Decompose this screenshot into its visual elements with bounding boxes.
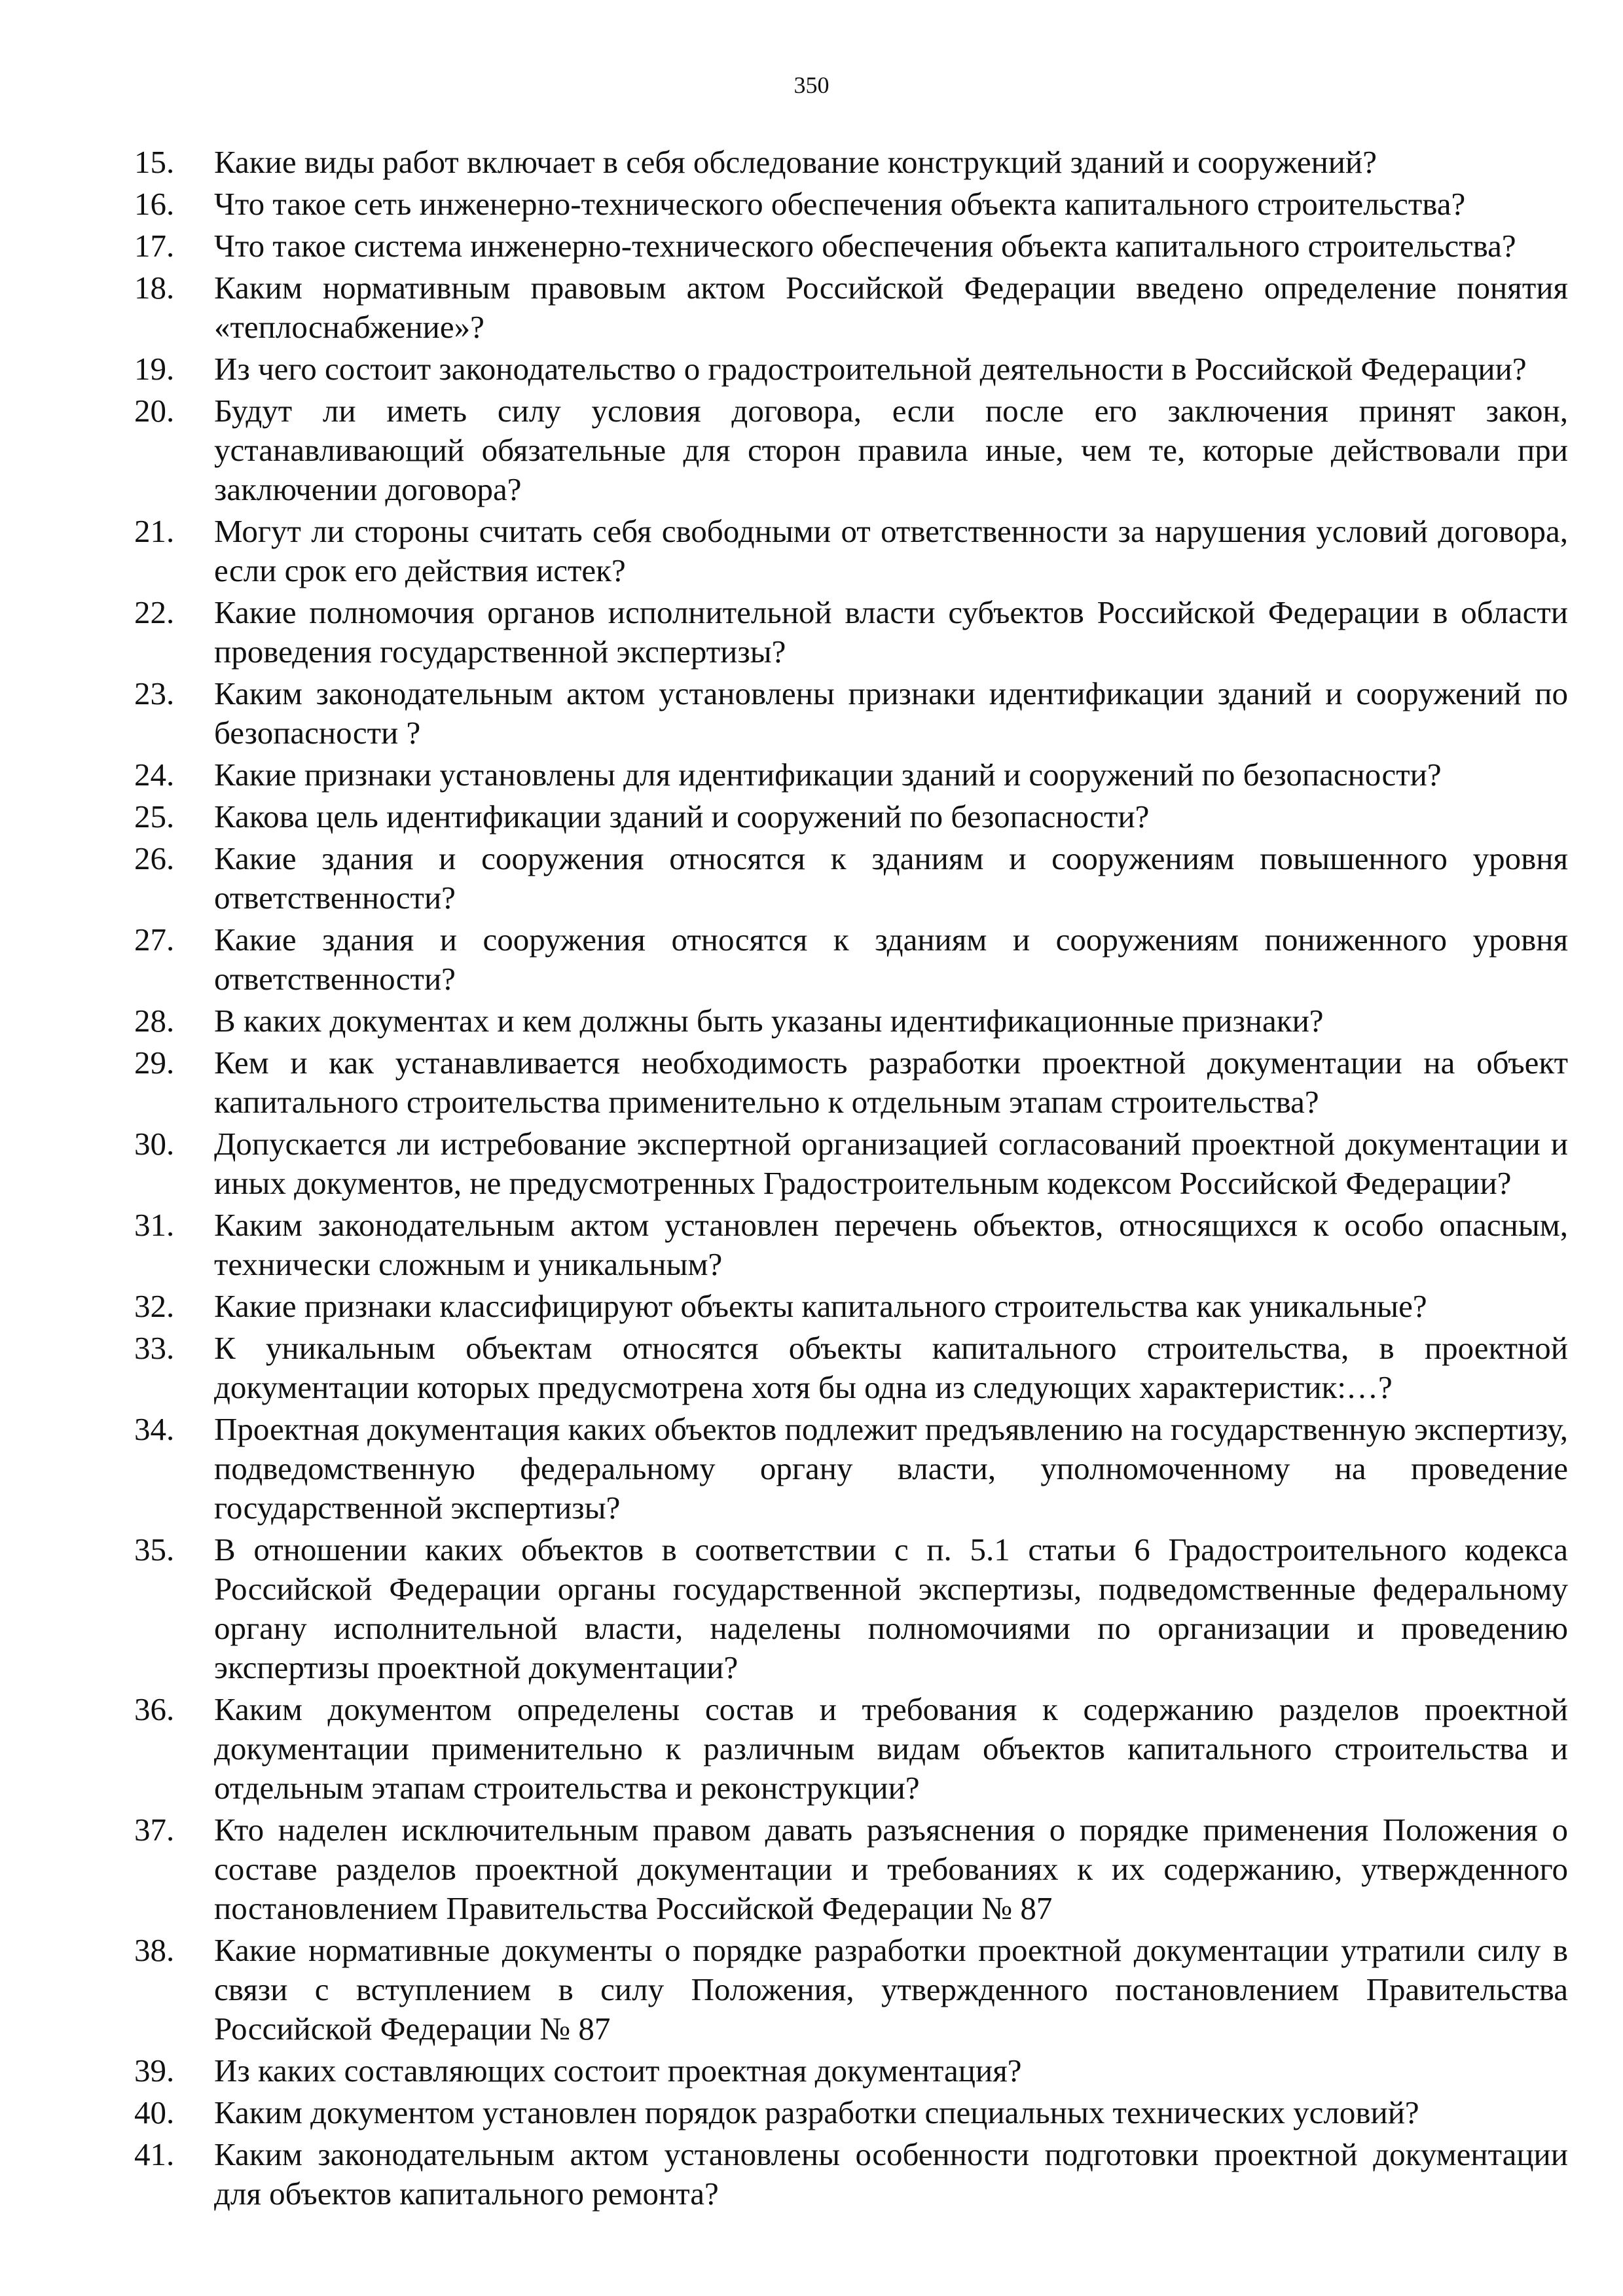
question-number: 19. [134,351,175,387]
question-item [0,1410,1568,1528]
question-text: Что такое система инженерно-технического обеспечения объекта капитального строительства? [214,228,1516,264]
question-text: Каким законодательным актом установлены признаки идентификации зданий и сооружений по безопасности ? [214,675,1568,751]
question-text: Из каких составляющих состоит проектная документация? [214,2053,1022,2089]
question-item [0,1001,1568,1041]
question-number: 41. [134,2136,175,2172]
question-item [0,797,1568,836]
question-text: Будут ли иметь силу условия договора, если после его заключения принят закон, устанавливающий обязательные для сторон правила иные, чем те, которые действовали при заключении договора? [214,393,1568,507]
question-number: 18. [134,270,175,306]
question-number: 20. [134,393,175,429]
question-number: 34. [134,1411,175,1447]
question-item [0,1043,1568,1122]
question-text: Из чего состоит законодательство о градостроительной деятельности в Российской Федерации? [214,351,1527,387]
question-text: Каким документом установлен порядок разработки специальных технических условий? [214,2094,1419,2130]
question-item [0,143,1568,182]
question-number: 35. [134,1532,175,1568]
question-text: Какие здания и сооружения относятся к зданиям и сооружениям повышенного уровня ответственности? [214,840,1568,916]
question-text: Каким законодательным актом установлены особенности подготовки проектной документации для объектов капитального ремонта? [214,2136,1568,2212]
question-text: Какова цель идентификации зданий и сооружений по безопасности? [214,798,1150,834]
question-text: Каким законодательным актом установлен перечень объектов, относящихся к особо опасным, технически сложным и уникальным? [214,1207,1568,1282]
question-text: Какие полномочия органов исполнительной власти субъектов Российской Федерации в области проведения государственной экспертизы? [214,594,1568,670]
question-number: 38. [134,1932,175,1968]
question-number: 17. [134,228,175,264]
question-text: Каким нормативным правовым актом Российской Федерации введено определение понятия «теплоснабжение»? [214,270,1568,345]
question-item [0,512,1568,590]
question-item [0,226,1568,266]
question-number: 24. [134,757,175,793]
question-text: К уникальным объектам относятся объекты капитального строительства, в проектной документации которых предусмотрена хотя бы одна из следующих характеристик:…? [214,1330,1568,1405]
question-item [0,755,1568,795]
question-number: 23. [134,675,175,711]
page-number: 350 [793,72,830,98]
question-number: 15. [134,144,175,180]
question-item [0,1329,1568,1407]
question-number: 37. [134,1812,175,1848]
question-item [0,1206,1568,1284]
question-item [0,268,1568,347]
question-number: 32. [134,1288,175,1324]
question-text: Кто наделен исключительным правом давать разъяснения о порядке применения Положения о составе разделов проектной документации и требованиях к их содержанию, утвержденного постановлением Правительства Российской Федерации № 87 [214,1812,1568,1926]
question-text: В каких документах и кем должны быть указаны идентификационные признаки? [214,1003,1324,1039]
question-number: 36. [134,1691,175,1727]
question-text: Кем и как устанавливается необходимость разработки проектной документации на объект капитального строительства применительно к отдельным этапам строительства? [214,1045,1568,1120]
question-text: Какие признаки установлены для идентификации зданий и сооружений по безопасности? [214,757,1442,793]
question-item [0,839,1568,918]
question-number: 33. [134,1330,175,1366]
question-item [0,1690,1568,1808]
question-text: В отношении каких объектов в соответствии с п. 5.1 статьи 6 Градостроительного кодекса Российской Федерации органы государственной экспертизы, подведомственные федеральному органу исполнительной власти, наделены полномочиями по организации и проведению экспертизы проектной документации? [214,1532,1568,1685]
question-list [0,143,1623,2216]
question-number: 28. [134,1003,175,1039]
question-item [0,1810,1568,1928]
question-text: Что такое сеть инженерно-технического обеспечения объекта капитального строительства? [214,186,1466,222]
question-item [0,1931,1568,2049]
question-text: Какие виды работ включает в себя обследование конструкций зданий и сооружений? [214,144,1377,180]
question-item [0,185,1568,224]
question-item [0,1287,1568,1326]
question-number: 39. [134,2053,175,2089]
question-number: 30. [134,1126,175,1162]
question-item [0,350,1568,389]
question-number: 25. [134,798,175,834]
question-text: Какие признаки классифицируют объекты капитального строительства как уникальные? [214,1288,1427,1324]
question-text: Каким документом определены состав и требования к содержанию разделов проектной документации применительно к различным видам объектов капитального строительства и отдельным этапам строительства и реконструкции? [214,1691,1568,1806]
question-text: Какие здания и сооружения относятся к зданиям и сооружениям пониженного уровня ответственности? [214,922,1568,997]
question-number: 22. [134,594,175,630]
question-number: 16. [134,186,175,222]
question-item [0,674,1568,753]
question-number: 26. [134,840,175,876]
question-number: 31. [134,1207,175,1243]
question-text: Допускается ли истребование экспертной организацией согласований проектной документации и иных документов, не предусмотренных Градостроительным кодексом Российской Федерации? [214,1126,1568,1201]
question-item [0,2135,1568,2214]
question-text: Какие нормативные документы о порядке разработки проектной документации утратили силу в связи с вступлением в силу Положения, утвержденного постановлением Правительства Российской Федерации № 87 [214,1932,1568,2047]
question-number: 27. [134,922,175,958]
question-item [0,2093,1568,2132]
question-number: 29. [134,1045,175,1081]
question-item [0,1530,1568,1687]
question-item [0,1124,1568,1203]
question-number: 21. [134,513,175,549]
question-item [0,920,1568,999]
question-text: Могут ли стороны считать себя свободными от ответственности за нарушения условий договора, если срок его действия истек? [214,513,1568,588]
question-text: Проектная документация каких объектов подлежит предъявлению на государственную экспертизу, подведомственную федеральному органу власти, уполномоченному на проведение государственной экспертизы? [214,1411,1568,1526]
question-item [0,391,1568,509]
question-item [0,593,1568,672]
question-number: 40. [134,2094,175,2130]
question-item [0,2051,1568,2090]
